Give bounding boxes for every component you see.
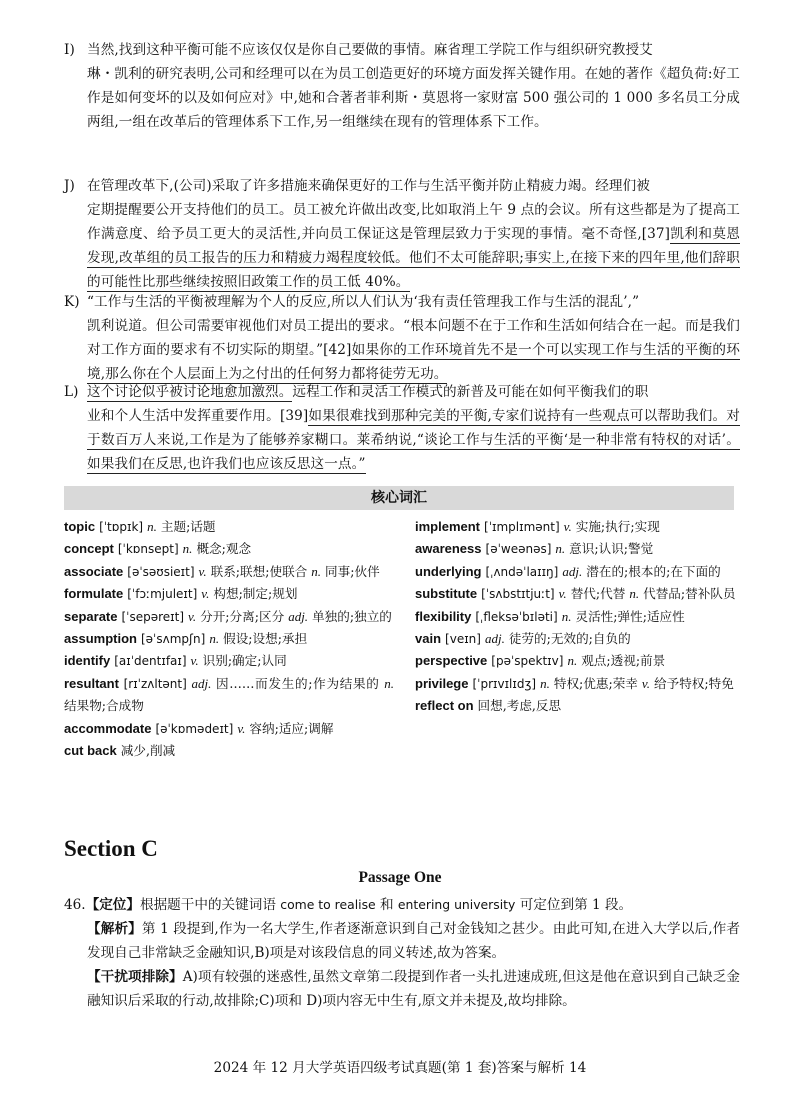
vocab-word: separate	[64, 608, 118, 624]
vocab-definition: 概念;观念	[196, 541, 252, 557]
locate-tag: 【定位】	[85, 897, 140, 913]
vocab-word: reflect on	[415, 698, 474, 714]
vocab-pos: v.	[558, 586, 567, 602]
vocab-definition: 单独的;独立的	[312, 608, 392, 624]
vocab-entry	[64, 718, 394, 740]
vocab-word: assumption	[64, 631, 137, 647]
vocab-pos: v.	[188, 608, 197, 624]
distractor-tag: 【干扰项排除】	[87, 969, 183, 985]
vocab-phonetic: [ˈsʌbstɪtjuːt]	[481, 587, 555, 602]
vocab-pos: n.	[311, 563, 322, 579]
vocab-phonetic: [aɪˈdentɪfaɪ]	[114, 654, 187, 669]
vocab-pos: v.	[641, 675, 650, 691]
paragraph-text: 在管理改革下,(公司)采取了许多措施来确保更好的工作与生活平衡并防止精疲力竭。经理们被	[87, 178, 650, 194]
vocab-entry	[64, 673, 394, 718]
vocab-phonetic: [ˈkɒnsept]	[117, 542, 179, 557]
underlined-answer-text: 凯利和莫恩发现,改革组的员工报告的压力和精疲力竭程度较低。他们不太可能辞职;事实上,在接下来的四年里,他们辞职的可能性比那些继续按照旧政策工作的员工低 40%。	[87, 226, 740, 290]
vocab-entry	[64, 606, 394, 628]
paragraph-body	[64, 314, 740, 386]
vocab-phonetic: [pəˈspektɪv]	[491, 654, 564, 669]
vocab-definition: 徒劳的;无效的;自负的	[508, 631, 631, 647]
vocab-definition: 特权;优惠;荣幸	[553, 675, 638, 691]
vocab-column-left	[64, 516, 394, 762]
vocab-pos: v.	[201, 586, 210, 602]
vocab-pos: n.	[147, 519, 157, 534]
keyword: entering university	[397, 897, 516, 912]
vocab-definition: 同事;伙伴	[325, 563, 380, 579]
paragraph-body	[64, 404, 740, 476]
vocab-word: concept	[64, 541, 114, 557]
vocab-definition: 观点;透视;前景	[581, 653, 666, 669]
vocab-column-right	[415, 516, 740, 718]
vocab-word: resultant	[64, 675, 119, 691]
vocab-entry	[415, 561, 740, 583]
paragraph-text: 凯利说道。但公司需要审视他们对员工提出的要求。“根本问题不在于工作和生活如何结合在一起。而是我们对工作方面的要求有不切实际的期望。”[42]	[87, 318, 740, 358]
paragraph-text: 远程工作和灵活工作模式的新普及可能在如何平衡我们的职	[292, 384, 649, 400]
vocab-definition: 假设;设想;承担	[223, 631, 308, 647]
vocab-phonetic: [əˈsʌmpʃn]	[140, 632, 206, 647]
vocab-definition: 意识;认识;警觉	[569, 541, 654, 557]
paragraph-label: K)	[64, 294, 80, 310]
locate-line	[64, 893, 740, 917]
paragraph-j	[64, 174, 740, 294]
vocab-word: flexibility	[415, 608, 472, 624]
vocab-pos: n.	[629, 586, 640, 602]
vocab-definition: 构想;制定;规划	[213, 586, 298, 602]
vocab-pos: v.	[198, 563, 207, 579]
vocab-entry	[415, 673, 740, 695]
vocab-phonetic: [rɪˈzʌltənt]	[123, 676, 187, 691]
vocab-word: formulate	[64, 586, 124, 602]
analysis-tag: 【解析】	[87, 921, 142, 937]
distractor-text: A)项有较强的迷惑性,虽然文章第二段提到作者一头扎进速成班,但这是他在意识到自己缺乏金融知识后采取的行动,故排除;C)项和 D)项内容无中生有,原文并未提及,故均排除。	[87, 969, 741, 1009]
vocab-entry	[64, 583, 394, 605]
vocab-entry	[415, 538, 740, 560]
vocab-pos: v.	[237, 720, 246, 736]
vocab-word: awareness	[415, 541, 482, 557]
vocab-entry	[64, 538, 394, 560]
vocab-entry	[64, 650, 394, 672]
vocab-definition: 实施;执行;实现	[575, 519, 660, 534]
vocab-definition: 代替品;替补队员	[643, 586, 736, 602]
vocab-definition: 减少,削减	[120, 743, 176, 759]
vocab-entry	[64, 561, 394, 583]
paragraph-label: I)	[64, 42, 75, 58]
question-46-explanation	[64, 893, 740, 1013]
distractor-elimination	[64, 965, 740, 1013]
page-footer: 2024 年 12 月大学英语四级考试真题(第 1 套)答案与解析 14	[213, 1060, 587, 1076]
vocab-phonetic: [ˈsepəreɪt]	[121, 609, 185, 624]
vocab-phonetic: [ˈtɒpɪk]	[99, 520, 144, 534]
locate-text: 和	[375, 897, 398, 913]
vocab-phonetic: [veɪn]	[445, 632, 481, 647]
vocab-entry	[415, 695, 740, 717]
vocab-word: underlying	[415, 563, 482, 579]
vocab-heading: 核心词汇	[64, 486, 734, 510]
vocab-phonetic: [ˌfleksəˈbɪləti]	[475, 609, 558, 624]
vocab-phonetic: [əˈkɒmədeɪt]	[155, 721, 234, 736]
locate-text: 根据题干中的关键词语	[140, 897, 281, 913]
vocab-word: perspective	[415, 653, 488, 669]
vocab-word: accommodate	[64, 720, 152, 736]
vocab-definition: 主题;话题	[160, 519, 216, 534]
paragraph-k	[64, 290, 740, 386]
vocab-pos: v.	[190, 653, 199, 669]
vocab-definition: 因……而发生的;作为结果的	[216, 675, 380, 691]
vocab-phonetic: [əˈweənəs]	[485, 542, 552, 557]
paragraph-label: J)	[64, 178, 75, 194]
vocab-word: vain	[415, 631, 442, 647]
paragraph-body	[64, 198, 740, 294]
paragraph-label: L)	[64, 384, 79, 400]
vocab-phonetic: [ˌʌndəˈlaɪɪŋ]	[485, 564, 559, 579]
underlined-answer-text: 如果很难找到那种完美的平衡,专家们说持有一些观点可以帮助我们。对于数百万人来说,工作是为了能够养家糊口。莱希纳说,“谈论工作与生活的平衡‘是一种非常有特权的对话’。如果我们在反思,也许我们也应该反思这一点。”	[87, 408, 740, 472]
analysis	[64, 917, 740, 965]
vocab-definition: 容纳;适应;调解	[249, 720, 334, 736]
vocab-phonetic: [ˈɪmplɪmənt]	[484, 520, 560, 534]
vocab-word: substitute	[415, 586, 478, 602]
vocab-pos: n.	[555, 541, 566, 557]
underlined-answer-text: 如果你的工作环境首先不是一个可以实现工作与生活的平衡的环境,那么你在个人层面上为之付出的任何努力都将徒劳无功。	[87, 342, 740, 382]
vocab-entry	[64, 516, 394, 538]
vocab-phonetic: [əˈsəʊsieɪt]	[127, 564, 195, 579]
vocab-definition: 识别;确定;认同	[202, 653, 287, 669]
vocab-entry	[415, 516, 740, 538]
paragraph-text: 业和个人生活中发挥重要作用。[39]	[87, 408, 309, 424]
question-number: 46.	[64, 897, 86, 913]
underlined-text: 这个讨论似乎被讨论地愈加激烈。	[87, 384, 293, 400]
vocab-pos: n.	[567, 653, 578, 669]
vocab-word: privilege	[415, 675, 469, 691]
vocab-definition: 灵活性;弹性;适应性	[575, 608, 685, 624]
vocab-definition: 联系;联想;使联合	[210, 563, 308, 579]
locate-text: 可定位到第 1 段。	[515, 897, 633, 913]
paragraph-text: 当然,找到这种平衡可能不应该仅仅是你自己要做的事情。麻省理工学院工作与组织研究教授艾	[87, 42, 653, 58]
vocab-word: identify	[64, 653, 111, 669]
analysis-text: 第 1 段提到,作为一名大学生,作者逐渐意识到自己对金钱知之甚少。由此可知,在进入大学以后,作者发现自己非常缺乏金融知识,B)项是对该段信息的同义转述,故为答案。	[87, 921, 741, 961]
vocab-pos: n.	[209, 631, 220, 647]
vocab-pos: n.	[384, 675, 394, 691]
vocab-entry	[415, 650, 740, 672]
vocab-definition: 结果物;合成物	[64, 698, 144, 714]
vocab-entry	[415, 628, 740, 650]
vocab-phonetic: [ˈfɔːmjuleɪt]	[127, 587, 198, 602]
paragraph-text: “工作与生活的平衡被理解为个人的反应,所以人们认为‘我有责任管理我工作与生活的混乱’,”	[87, 294, 640, 310]
vocab-pos: adj.	[288, 608, 309, 624]
vocab-entry	[415, 583, 740, 605]
vocab-definition: 替代;代替	[570, 586, 626, 602]
vocab-word: cut back	[64, 743, 117, 759]
vocab-definition: 给予特权;特免	[654, 675, 734, 691]
vocab-entry	[415, 606, 740, 628]
vocab-definition: 回想,考虑,反思	[477, 698, 562, 714]
vocab-pos: n.	[561, 608, 572, 624]
vocab-pos: v.	[563, 519, 572, 534]
vocab-pos: adj.	[484, 631, 505, 647]
keyword: come to realise	[280, 897, 376, 912]
vocab-entry	[64, 628, 394, 650]
section-title: Section C	[64, 836, 158, 861]
paragraph-text: 定期提醒要公开支持他们的员工。员工被允许做出改变,比如取消上午 9 点的会议。所有这些都是为了提高工作满意度、给予员工更大的灵活性,并向员工保证这是管理层致力于实现的事情。毫不奇怪,[37]	[87, 202, 740, 242]
vocab-pos: n.	[182, 541, 193, 557]
paragraph-text: 琳・凯利的研究表明,公司和经理可以在为员工创造更好的环境方面发挥关键作用。在她的著作《超负荷:好工作是如何变坏的以及如何应对》中,她和合著者菲利斯・莫恩将一家财富 500 强公司的 1 000 多名员工分成两组,一组在改革后的管理体系下工作,另一组继续在现有的管理体系下工作。	[87, 66, 740, 130]
vocab-entry	[64, 740, 394, 762]
passage-title: Passage One	[358, 869, 442, 886]
vocab-pos: adj.	[562, 563, 583, 579]
vocab-definition: 潜在的;根本的;在下面的	[586, 563, 721, 579]
vocab-definition: 分开;分离;区分	[200, 608, 285, 624]
vocab-word: associate	[64, 563, 124, 579]
vocab-word: topic	[64, 519, 96, 534]
vocab-word: implement	[415, 519, 481, 534]
vocab-pos: n.	[540, 675, 550, 691]
paragraph-i	[64, 38, 740, 134]
vocab-phonetic: [ˈprɪvɪlɪdʒ]	[472, 676, 537, 691]
paragraph-l	[64, 380, 740, 476]
vocab-pos: adj.	[191, 675, 212, 691]
